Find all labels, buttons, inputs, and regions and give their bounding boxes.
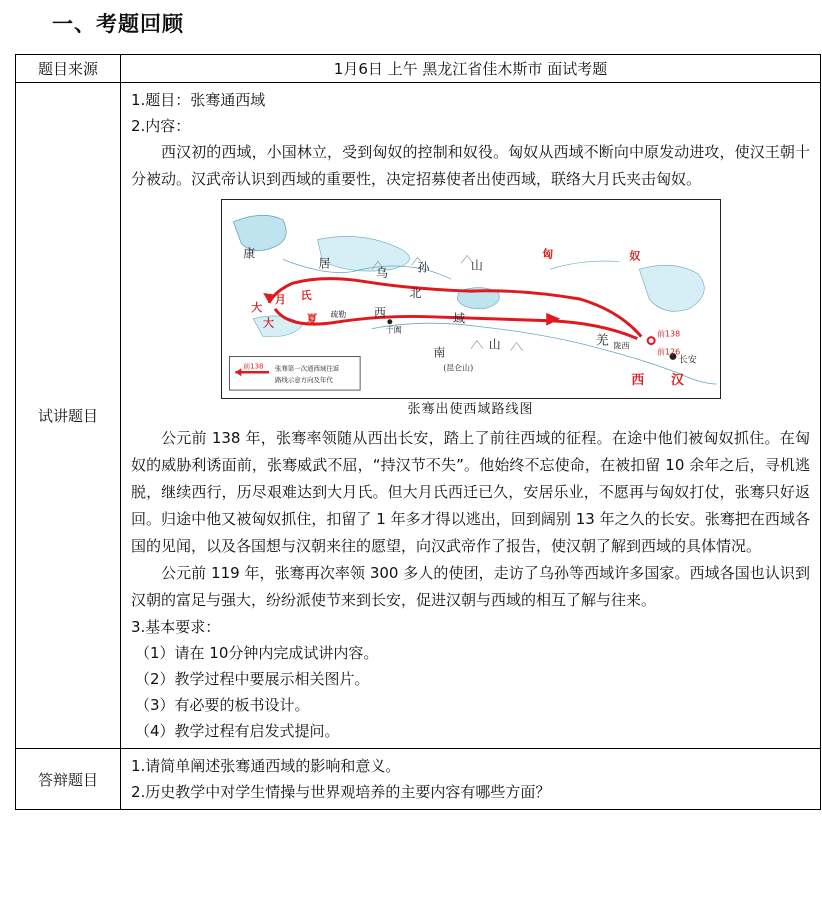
defense-content — [121, 749, 821, 810]
map-label-daxia-da: 大 — [262, 316, 274, 330]
map-label-daxia-xia: 夏 — [306, 312, 318, 326]
yutian-marker — [387, 319, 392, 324]
map-label-longxi: 陇西 — [613, 341, 629, 351]
section-heading: 一、考题回顾 — [52, 12, 184, 36]
exam-table — [15, 54, 821, 810]
map-label-year2: 前126 — [656, 347, 680, 357]
map-label-shan1: 山 — [470, 258, 483, 273]
map-label-changan: 长安 — [678, 355, 697, 366]
lecture-row — [16, 83, 821, 749]
requirement-item: （2）教学过程中要展示相关图片。 — [135, 670, 370, 688]
map-label-nan: 南 — [432, 345, 445, 360]
defense-question-2: 2.历史教学中对学生情操与世界观培养的主要内容有哪些方面？ — [131, 783, 551, 801]
source-row — [16, 55, 821, 83]
requirements-title: 3.基本要求： — [131, 618, 221, 636]
defense-row — [16, 749, 821, 810]
map-label-ju: 居 — [318, 256, 330, 271]
paragraph-2: 公元前 138 年，张骞率领随从西出长安，踏上了前往西域的征程。在途中他们被匈奴抓住。在匈奴的威胁利诱面前，张骞威武不屈，“持汉节不失”。他始终不忘使命，在被扣留 10 余年之后，寻机逃脱，继续西行，历尽艰难达到大月氏。但大月氏西迁已久，安居乐业，不愿再与匈奴打仗，张骞只好返回。归途中他又被匈奴抓住，扣留了 1 年多才得以逃出，回到阔别 13 年之久的长安。张骞把在西域各国的见闻，以及各国想与汉朝来往的愿望，向汉武帝作了报告，使汉朝了解到西域的具体情况。 — [131, 429, 810, 555]
map-label-xihan-xi: 西 — [630, 373, 644, 389]
map-label-kangju: 康 — [242, 246, 255, 261]
requirement-item: （4）教学过程有启发式提问。 — [135, 722, 340, 740]
legend-text-1: 张骞第一次通西域往返 — [274, 364, 339, 373]
map-label-kunlun: (昆仑山) — [442, 363, 473, 373]
map-label-shan2: 山 — [488, 337, 501, 352]
defense-label: 答辩题目 — [16, 749, 121, 810]
route-map-figure — [221, 199, 721, 399]
route-map — [221, 199, 721, 399]
map-label-yue: 月 — [274, 292, 286, 306]
map-label-da: 大 — [250, 300, 262, 314]
map-label-year1: 前138 — [656, 329, 680, 339]
requirement-item: （1）请在 10分钟内完成试讲内容。 — [135, 644, 379, 662]
source-value: 1月6日 上午 黑龙江省佳木斯市 面试考题 — [121, 55, 821, 83]
map-label-shule: 疏勒 — [329, 309, 346, 319]
map-label-sun: 孙 — [417, 260, 429, 275]
content-label: 2.内容： — [131, 117, 191, 135]
map-label-nu: 奴 — [628, 249, 640, 263]
defense-question-1: 1.请简单阐述张骞通西域的影响和意义。 — [131, 757, 401, 775]
map-label-xi: 西 — [373, 305, 386, 320]
paragraph-1: 西汉初的西域，小国林立，受到匈奴的控制和奴役。匈奴从西域不断向中原发动进攻，使汉王朝十分被动。汉武帝认识到西域的重要性，决定招募使者出使西域，联络大月氏夹击匈奴。 — [131, 143, 810, 188]
lecture-content — [121, 83, 821, 749]
paragraph-3: 公元前 119 年，张骞再次率领 300 多人的使团，走访了乌孙等西域许多国家。西域各国也认识到汉朝的富足与强大，纷纷派使节来到长安，促进汉朝与西域的相互了解与往来。 — [131, 564, 810, 609]
source-label: 题目来源 — [16, 55, 121, 83]
map-label-wu: 乌 — [375, 266, 388, 281]
map-label-yutian: 于阗 — [385, 325, 402, 335]
map-label-yu: 域 — [452, 311, 465, 326]
map-label-qiang: 羌 — [595, 333, 609, 349]
map-label-xiong: 匈 — [541, 247, 553, 261]
lecture-label: 试讲题目 — [16, 83, 121, 749]
legend-year: 前138 — [242, 362, 263, 371]
requirement-item: （3）有必要的板书设计。 — [135, 696, 310, 714]
longxi-marker — [647, 337, 654, 344]
map-label-xihan-han: 汉 — [670, 373, 684, 389]
legend-text-2: 路线示意方向及年代 — [274, 376, 333, 385]
map-label-shi: 氏 — [300, 289, 312, 302]
map-label-bei: 北 — [409, 286, 421, 301]
lecture-title: 1.题目：张骞通西域 — [131, 91, 266, 109]
map-caption: 张骞出使西域路线图 — [407, 402, 534, 417]
